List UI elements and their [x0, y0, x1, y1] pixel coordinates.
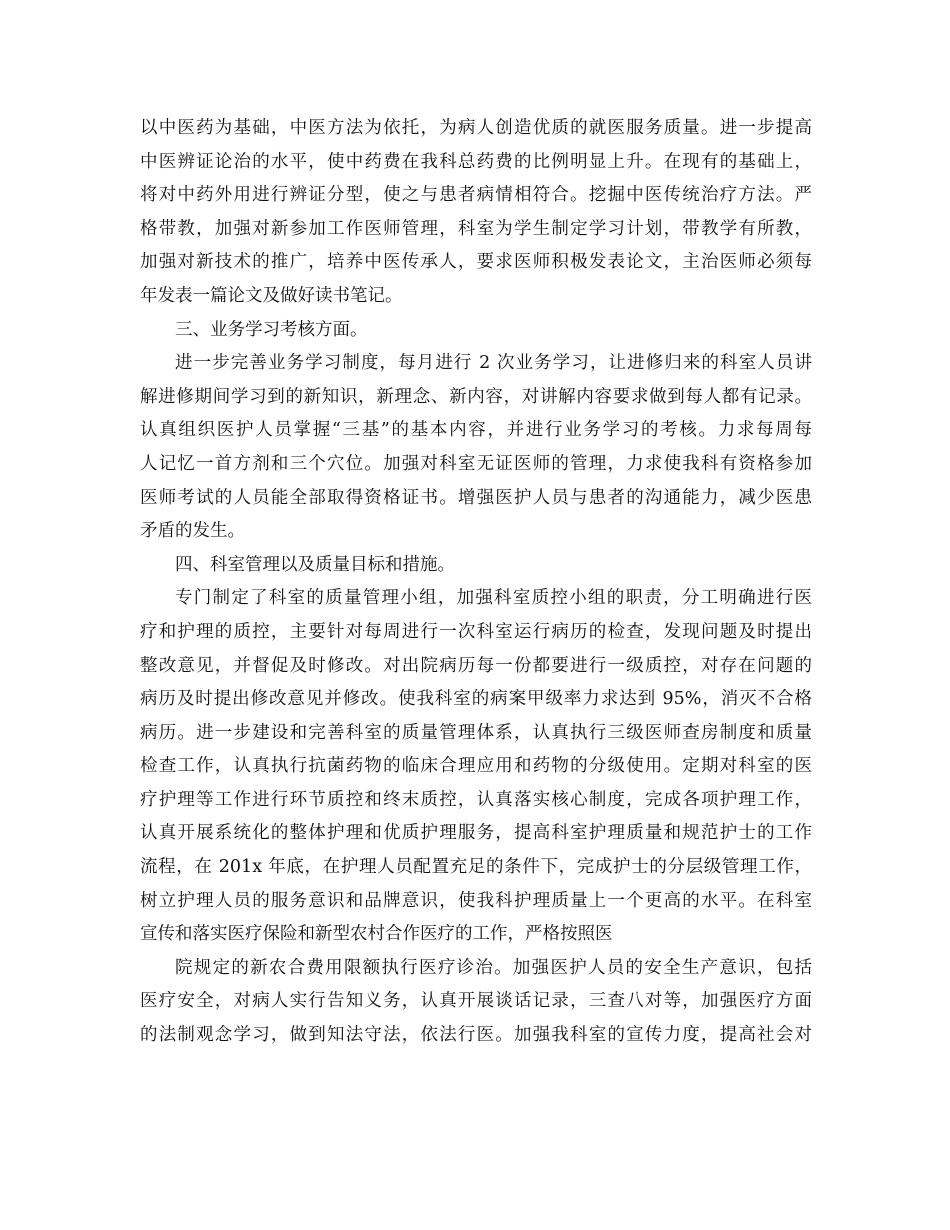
text-line: 格带教，加强对新参加工作医师管理，科室为学生制定学习计划，带教学有所教， — [140, 218, 812, 239]
text-line: 病历及时提出修改意见并修改。使我科室的病案甲级率力求达到 95%，消灭不合格 — [140, 689, 812, 710]
text-line: 人记忆一首方剂和三个穴位。加强对科室无证医师的管理，力求使我科有资格参加 — [140, 453, 812, 474]
text-line: 以中医药为基础，中医方法为依托，为病人创造优质的就医服务质量。进一步提高 — [140, 118, 812, 138]
text-line: 宣传和落实医疗保险和新型农村合作医疗的工作，严格按照医 — [140, 924, 613, 945]
text-line: 院规定的新农合费用限额执行医疗诊治。加强医护人员的安全生产意识，包括 — [175, 957, 812, 978]
text-line: 三、业务学习考核方面。 — [175, 319, 368, 340]
text-line: 认真组织医护人员掌握“三基”的基本内容，并进行业务学习的考核。力求每周每 — [140, 420, 812, 441]
text-line: 医师考试的人员能全部取得资格证书。增强医护人员与患者的沟通能力，减少医患 — [140, 487, 812, 508]
text-line: 解进修期间学习到的新知识，新理念、新内容，对讲解内容要求做到每人都有记录。 — [140, 386, 812, 407]
text-line: 将对中药外用进行辨证分型，使之与患者病情相符合。挖掘中医传统治疗方法。严 — [140, 185, 812, 206]
text-line: 疗和护理的质控，主要针对每周进行一次科室运行病历的检查，发现问题及时提出 — [140, 621, 812, 642]
text-line: 专门制定了科室的质量管理小组，加强科室质控小组的职责，分工明确进行医 — [175, 588, 812, 609]
text-line: 病历。进一步建设和完善科室的质量管理体系，认真执行三级医师查房制度和质量 — [140, 722, 812, 743]
text-line: 四、科室管理以及质量目标和措施。 — [175, 554, 455, 575]
text-line: 加强对新技术的推广，培养中医传承人，要求医师积极发表论文，主治医师必须每 — [140, 252, 812, 273]
text-line: 整改意见，并督促及时修改。对出院病历每一份都要进行一级质控，对存在问题的 — [140, 655, 812, 676]
text-line: 进一步完善业务学习制度，每月进行 2 次业务学习，让进修归来的科室人员讲 — [175, 353, 812, 374]
text-line: 医疗安全，对病人实行告知义务，认真开展谈话记录，三查八对等，加强医疗方面 — [140, 991, 812, 1012]
text-line: 树立护理人员的服务意识和品牌意识，使我科护理质量上一个更高的水平。在科室 — [140, 890, 812, 911]
text-line: 矛盾的发生。 — [140, 521, 245, 542]
text-line: 流程，在 201x 年底，在护理人员配置充足的条件下，完成护士的分层级管理工作， — [140, 857, 812, 878]
text-line: 检查工作，认真执行抗菌药物的临床合理应用和药物的分级使用。定期对科室的医 — [140, 756, 812, 777]
text-line: 年发表一篇论文及做好读书笔记。 — [140, 285, 403, 306]
body-text — [140, 112, 812, 1053]
text-line: 疗护理等工作进行环节质控和终末质控，认真落实核心制度，完成各项护理工作， — [140, 789, 812, 810]
text-line: 的法制观念学习，做到知法守法，依法行医。加强我科室的宣传力度，提高社会对 — [140, 1025, 812, 1046]
text-line: 认真开展系统化的整体护理和优质护理服务，提高科室护理质量和规范护士的工作 — [140, 823, 812, 844]
text-line: 中医辨证论治的水平，使中药费在我科总药费的比例明显上升。在现有的基础上， — [140, 151, 812, 172]
